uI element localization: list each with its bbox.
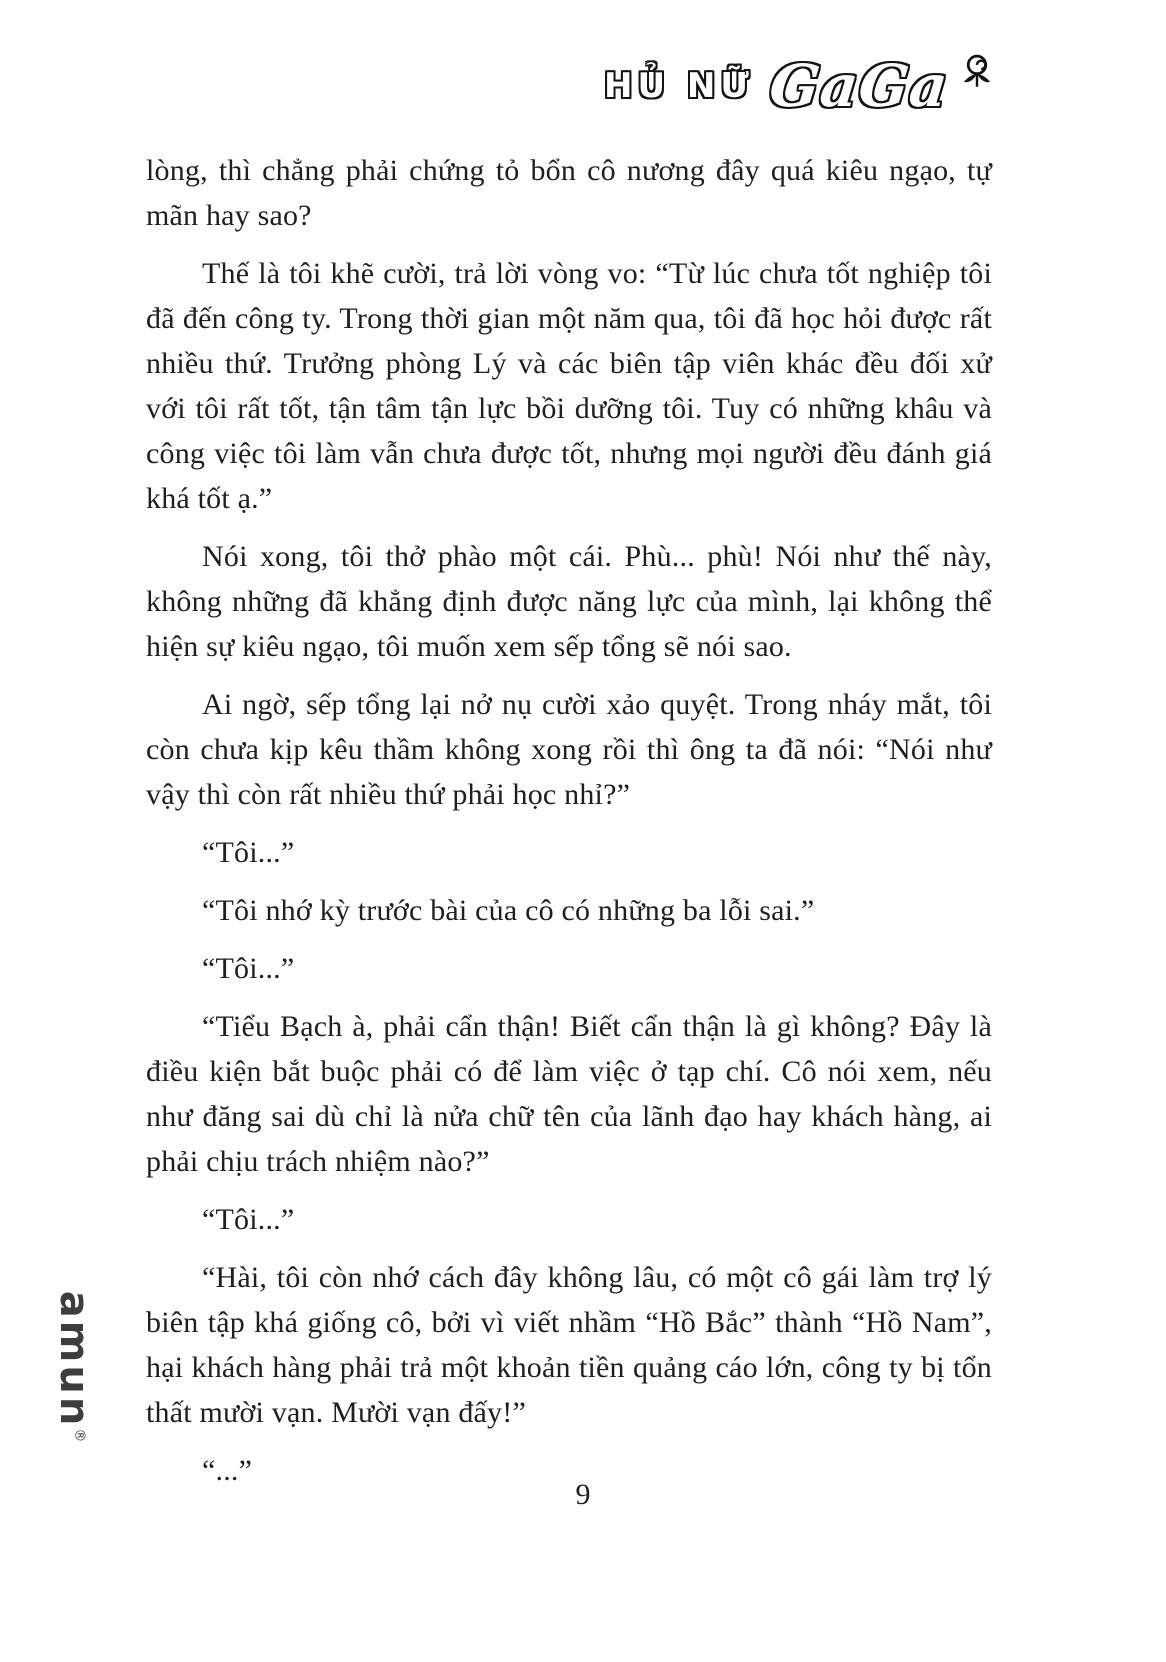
- page-text: [146, 148, 992, 1506]
- page-header: [146, 52, 998, 120]
- paragraph: “Tôi...”: [202, 1203, 295, 1236]
- publisher-logo-text: amun: [51, 1290, 97, 1429]
- paragraph: lòng, thì chẳng phải chứng tỏ bổn cô nương đây quá kiêu ngạo, tự mãn hay sao?: [146, 154, 992, 232]
- paragraph: “Hài, tôi còn nhớ cách đây không lâu, có một cô gái làm trợ lý biên tập khá giống cô, bởi vì viết nhầm “Hồ Bắc” thành “Hồ Nam”, hại khách hàng phải trả một khoản tiền quảng cáo lớn, công ty bị tổn thất mười vạn. Mười vạn đấy!”: [146, 1261, 992, 1429]
- gaga-logo: GaGa: [766, 52, 952, 120]
- page-number: 9: [575, 1478, 591, 1511]
- paragraph: Thế là tôi khẽ cười, trả lời vòng vo: “Từ lúc chưa tốt nghiệp tôi đã đến công ty. Trong thời gian một năm qua, tôi đã học hỏi được rất nhiều thứ. Trưởng phòng Lý và các biên tập viên khác đều đối xử với tôi rất tốt, tận tâm tận lực bồi dưỡng tôi. Tuy có những khâu và công việc tôi làm vẫn chưa được tốt, nhưng mọi người đều đánh giá khá tốt ạ.”: [146, 257, 992, 515]
- paragraph: Nói xong, tôi thở phào một cái. Phù... phù! Nói như thế này, không những đã khẳng định được năng lực của mình, lại không thể hiện sự kiêu ngạo, tôi muốn xem sếp tổng sẽ nói sao.: [146, 540, 992, 663]
- rose-icon: [956, 50, 998, 97]
- paragraph: “Tôi nhớ kỳ trước bài của cô có những ba lỗi sai.”: [202, 894, 815, 927]
- paragraph: “Tôi...”: [202, 952, 295, 985]
- series-title: HỦ NỮ: [604, 66, 754, 106]
- paragraph: “...”: [202, 1454, 253, 1487]
- registered-mark: ®: [71, 1428, 88, 1446]
- paragraph: “Tiểu Bạch à, phải cẩn thận! Biết cẩn thận là gì không? Đây là điều kiện bắt buộc phải có để làm việc ở tạp chí. Cô nói xem, nếu như đăng sai dù chỉ là nửa chữ tên của lãnh đạo hay khách hàng, ai phải chịu trách nhiệm nào?”: [146, 1010, 992, 1178]
- paragraph: Ai ngờ, sếp tổng lại nở nụ cười xảo quyệt. Trong nháy mắt, tôi còn chưa kịp kêu thầm không xong rồi thì ông ta đã nói: “Nói như vậy thì còn rất nhiều thứ phải học nhỉ?”: [146, 688, 992, 811]
- paragraph: “Tôi...”: [202, 836, 295, 869]
- publisher-logo: [51, 1291, 97, 1446]
